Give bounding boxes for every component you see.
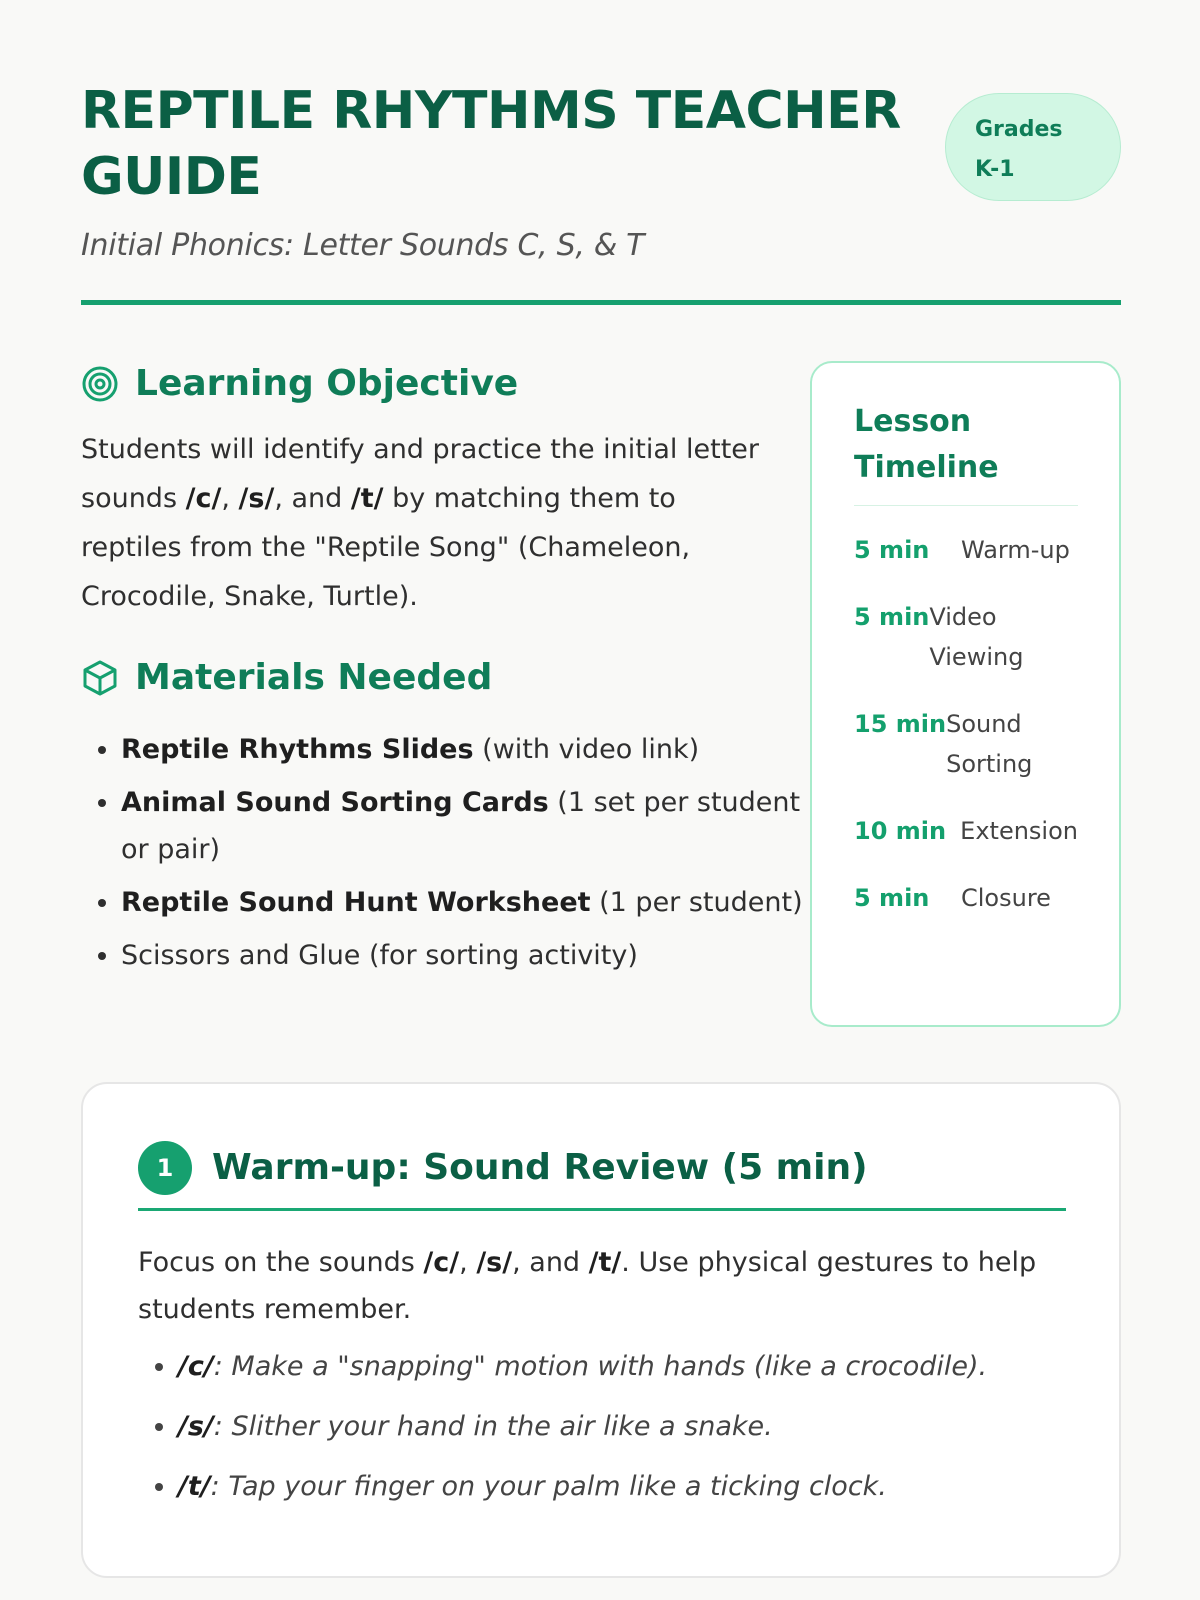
sound-t: /t/ xyxy=(350,483,384,514)
timeline-duration: 5 min xyxy=(854,884,930,912)
material-name: Reptile Rhythms Slides xyxy=(121,734,474,765)
warmup-text-part: . Use physical gestures to help students remember. xyxy=(138,1247,1037,1325)
objective-text-part: by matching them to reptiles from the "Reptile Song" (Chameleon, Crocodile, Snake, Turtle). xyxy=(81,483,691,612)
objective-text-part: , xyxy=(221,483,239,514)
objective-text-part: , and xyxy=(274,483,351,514)
warmup-text-part: , and xyxy=(512,1247,589,1278)
gesture-text: : Make a "snapping" motion with hands (like a crocodile). xyxy=(213,1351,988,1382)
step-number-badge: 1 xyxy=(138,1141,192,1195)
material-name: Reptile Sound Hunt Worksheet xyxy=(121,887,591,918)
warmup-text xyxy=(138,1239,1068,1333)
grade-badge-value: K-1 xyxy=(975,157,1015,182)
timeline-row xyxy=(854,811,1078,851)
timeline-duration: 5 min xyxy=(854,536,930,564)
grade-badge-label: Grades xyxy=(975,117,1063,142)
list-item xyxy=(121,879,811,926)
gesture-text: : Slither your hand in the air like a snake. xyxy=(213,1411,773,1442)
list-item xyxy=(121,779,811,873)
timeline-activity: Closure xyxy=(961,884,1051,912)
timeline-row xyxy=(854,878,1078,918)
grade-badge xyxy=(945,93,1121,201)
materials-list xyxy=(81,726,811,985)
sound-t: /t/ xyxy=(588,1247,622,1278)
material-name: Animal Sound Sorting Cards xyxy=(121,787,549,818)
gesture-sound: /t/ xyxy=(178,1471,211,1502)
timeline-row xyxy=(854,704,1078,784)
list-item xyxy=(121,932,811,979)
materials-heading xyxy=(81,657,492,698)
objective-heading xyxy=(81,363,518,404)
gesture-list xyxy=(138,1346,1108,1526)
sound-c: /c/ xyxy=(423,1247,460,1278)
box-icon xyxy=(81,659,119,697)
timeline-activity: Video Viewing xyxy=(929,603,1024,671)
material-detail: (with video link) xyxy=(473,734,700,765)
warmup-heading xyxy=(138,1140,1066,1211)
material-detail: (1 set per student or pair) xyxy=(121,787,801,865)
gesture-sound: /s/ xyxy=(178,1411,214,1442)
gesture-sound: /c/ xyxy=(178,1351,214,1382)
objective-text-part: Students will identify and practice the initial letter sounds xyxy=(81,434,760,514)
timeline-row xyxy=(854,530,1078,570)
timeline-heading: Lesson Timeline xyxy=(854,399,1078,506)
page-subtitle: Initial Phonics: Letter Sounds C, S, & T xyxy=(81,228,645,263)
timeline-activity: Extension xyxy=(960,817,1078,845)
sound-s: /s/ xyxy=(476,1247,513,1278)
sound-s: /s/ xyxy=(238,483,275,514)
objective-heading-label: Learning Objective xyxy=(135,363,519,404)
sound-c: /c/ xyxy=(185,483,222,514)
warmup-text-part: Focus on the sounds xyxy=(138,1247,424,1278)
timeline-duration: 10 min xyxy=(854,817,947,845)
list-item xyxy=(178,1406,1108,1448)
gesture-text: : Tap your finger on your palm like a ticking clock. xyxy=(210,1471,887,1502)
warmup-title: Warm-up: Sound Review (5 min) xyxy=(212,1147,868,1188)
page-title: REPTILE RHYTHMS TEACHER GUIDE xyxy=(81,81,901,207)
list-item xyxy=(178,1346,1108,1388)
list-item xyxy=(178,1466,1108,1508)
lesson-timeline-card xyxy=(810,361,1121,1027)
timeline-activity: Warm-up xyxy=(961,536,1070,564)
timeline-row xyxy=(854,597,1078,677)
material-detail: (1 per student) xyxy=(590,887,803,918)
timeline-duration: 5 min xyxy=(854,603,930,631)
teacher-guide-page xyxy=(81,0,1121,1502)
objective-text xyxy=(81,425,771,621)
timeline-activity: Sound Sorting xyxy=(946,710,1033,778)
materials-heading-label: Materials Needed xyxy=(135,657,493,698)
warmup-card xyxy=(81,1082,1121,1578)
material-detail: Scissors and Glue (for sorting activity) xyxy=(121,940,638,971)
guide-header xyxy=(81,0,1121,305)
timeline-duration: 15 min xyxy=(854,710,947,738)
list-item xyxy=(121,726,811,773)
warmup-text-part: , xyxy=(459,1247,477,1278)
target-icon xyxy=(81,365,119,403)
